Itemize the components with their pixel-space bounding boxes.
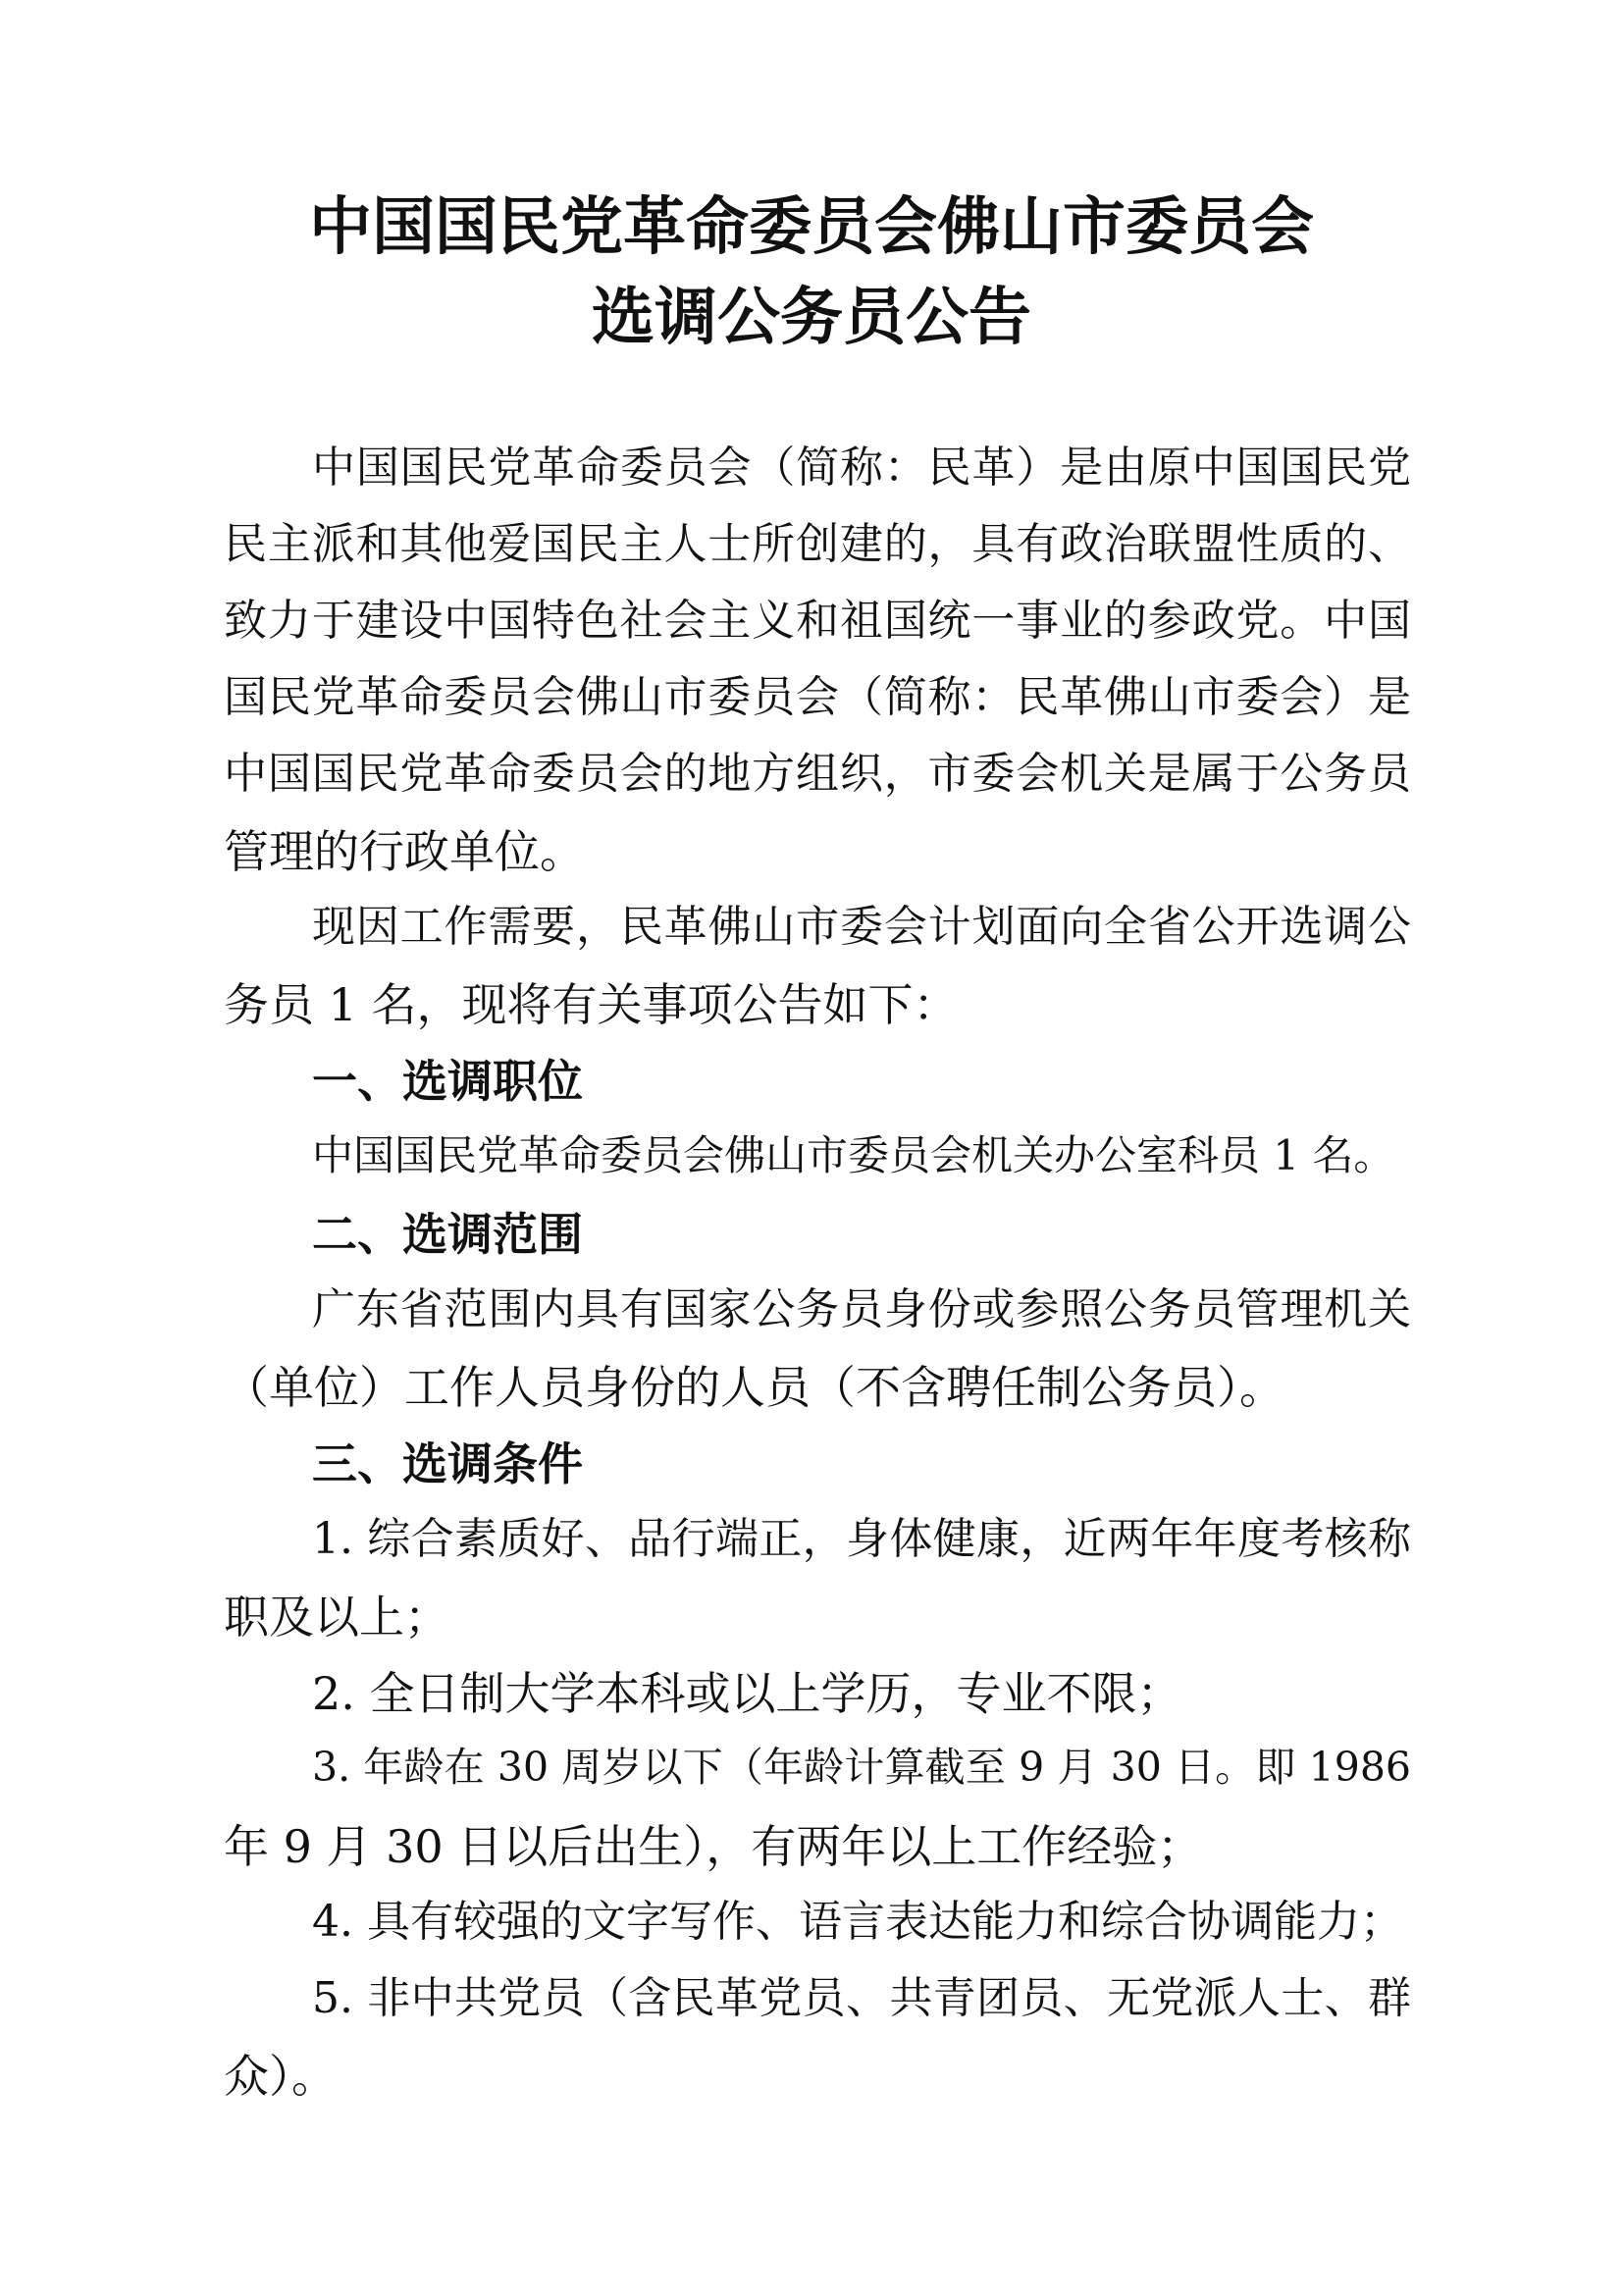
condition-line: 3. 年龄在 30 周岁以下（年龄计算截至 9 月 30 日。即 1986 bbox=[312, 1744, 1411, 1791]
intro-line: 管理的行政单位。 bbox=[224, 825, 585, 878]
notice-line: 务员 1 名，现将有关事项公告如下： bbox=[224, 978, 959, 1031]
document-title-line-2: 选调公务员公告 bbox=[592, 282, 1031, 354]
intro-line: 致力于建设中国特色社会主义和祖国统一事业的参政党。中国 bbox=[224, 596, 1411, 646]
condition-line: 众）。 bbox=[224, 2050, 337, 2103]
intro-line: 中国国民党革命委员会（简称：民革）是由原中国国民党 bbox=[312, 443, 1411, 493]
section-heading: 一、选调职位 bbox=[312, 1055, 583, 1108]
section-line: 广东省范围内具有国家公务员身份或参照公务员管理机关 bbox=[312, 1284, 1411, 1334]
intro-line: 中国国民党革命委员会的地方组织，市委会机关是属于公务员 bbox=[224, 749, 1411, 799]
intro-line: 民主派和其他爱国民主人士所创建的，具有政治联盟性质的、 bbox=[224, 519, 1411, 569]
condition-line: 年 9 月 30 日以后出生），有两年以上工作经验； bbox=[224, 1820, 1203, 1873]
document-title-line-1: 中国国民党革命委员会佛山市委员会 bbox=[309, 191, 1314, 264]
section-heading: 二、选调范围 bbox=[312, 1208, 583, 1261]
condition-line: 1. 综合素质好、品行端正，身体健康，近两年年度考核称 bbox=[312, 1514, 1411, 1564]
section-line: （单位）工作人员身份的人员（不含聘任制公务员）。 bbox=[224, 1361, 1284, 1414]
condition-line: 2. 全日制大学本科或以上学历，专业不限； bbox=[312, 1667, 1182, 1720]
section-heading: 三、选调条件 bbox=[312, 1437, 583, 1490]
intro-line: 国民党革命委员会佛山市委员会（简称：民革佛山市委会）是 bbox=[224, 672, 1411, 722]
condition-line: 4. 具有较强的文字写作、语言表达能力和综合协调能力； bbox=[312, 1897, 1403, 1947]
condition-line: 5. 非中共党员（含民革党员、共青团员、无党派人士、群 bbox=[312, 1973, 1411, 2023]
notice-line: 现因工作需要，民革佛山市委会计划面向全省公开选调公 bbox=[312, 902, 1411, 952]
condition-line: 职及以上； bbox=[224, 1591, 449, 1644]
section-text: 中国国民党革命委员会佛山市委员会机关办公室科员 1 名。 bbox=[312, 1131, 1395, 1179]
